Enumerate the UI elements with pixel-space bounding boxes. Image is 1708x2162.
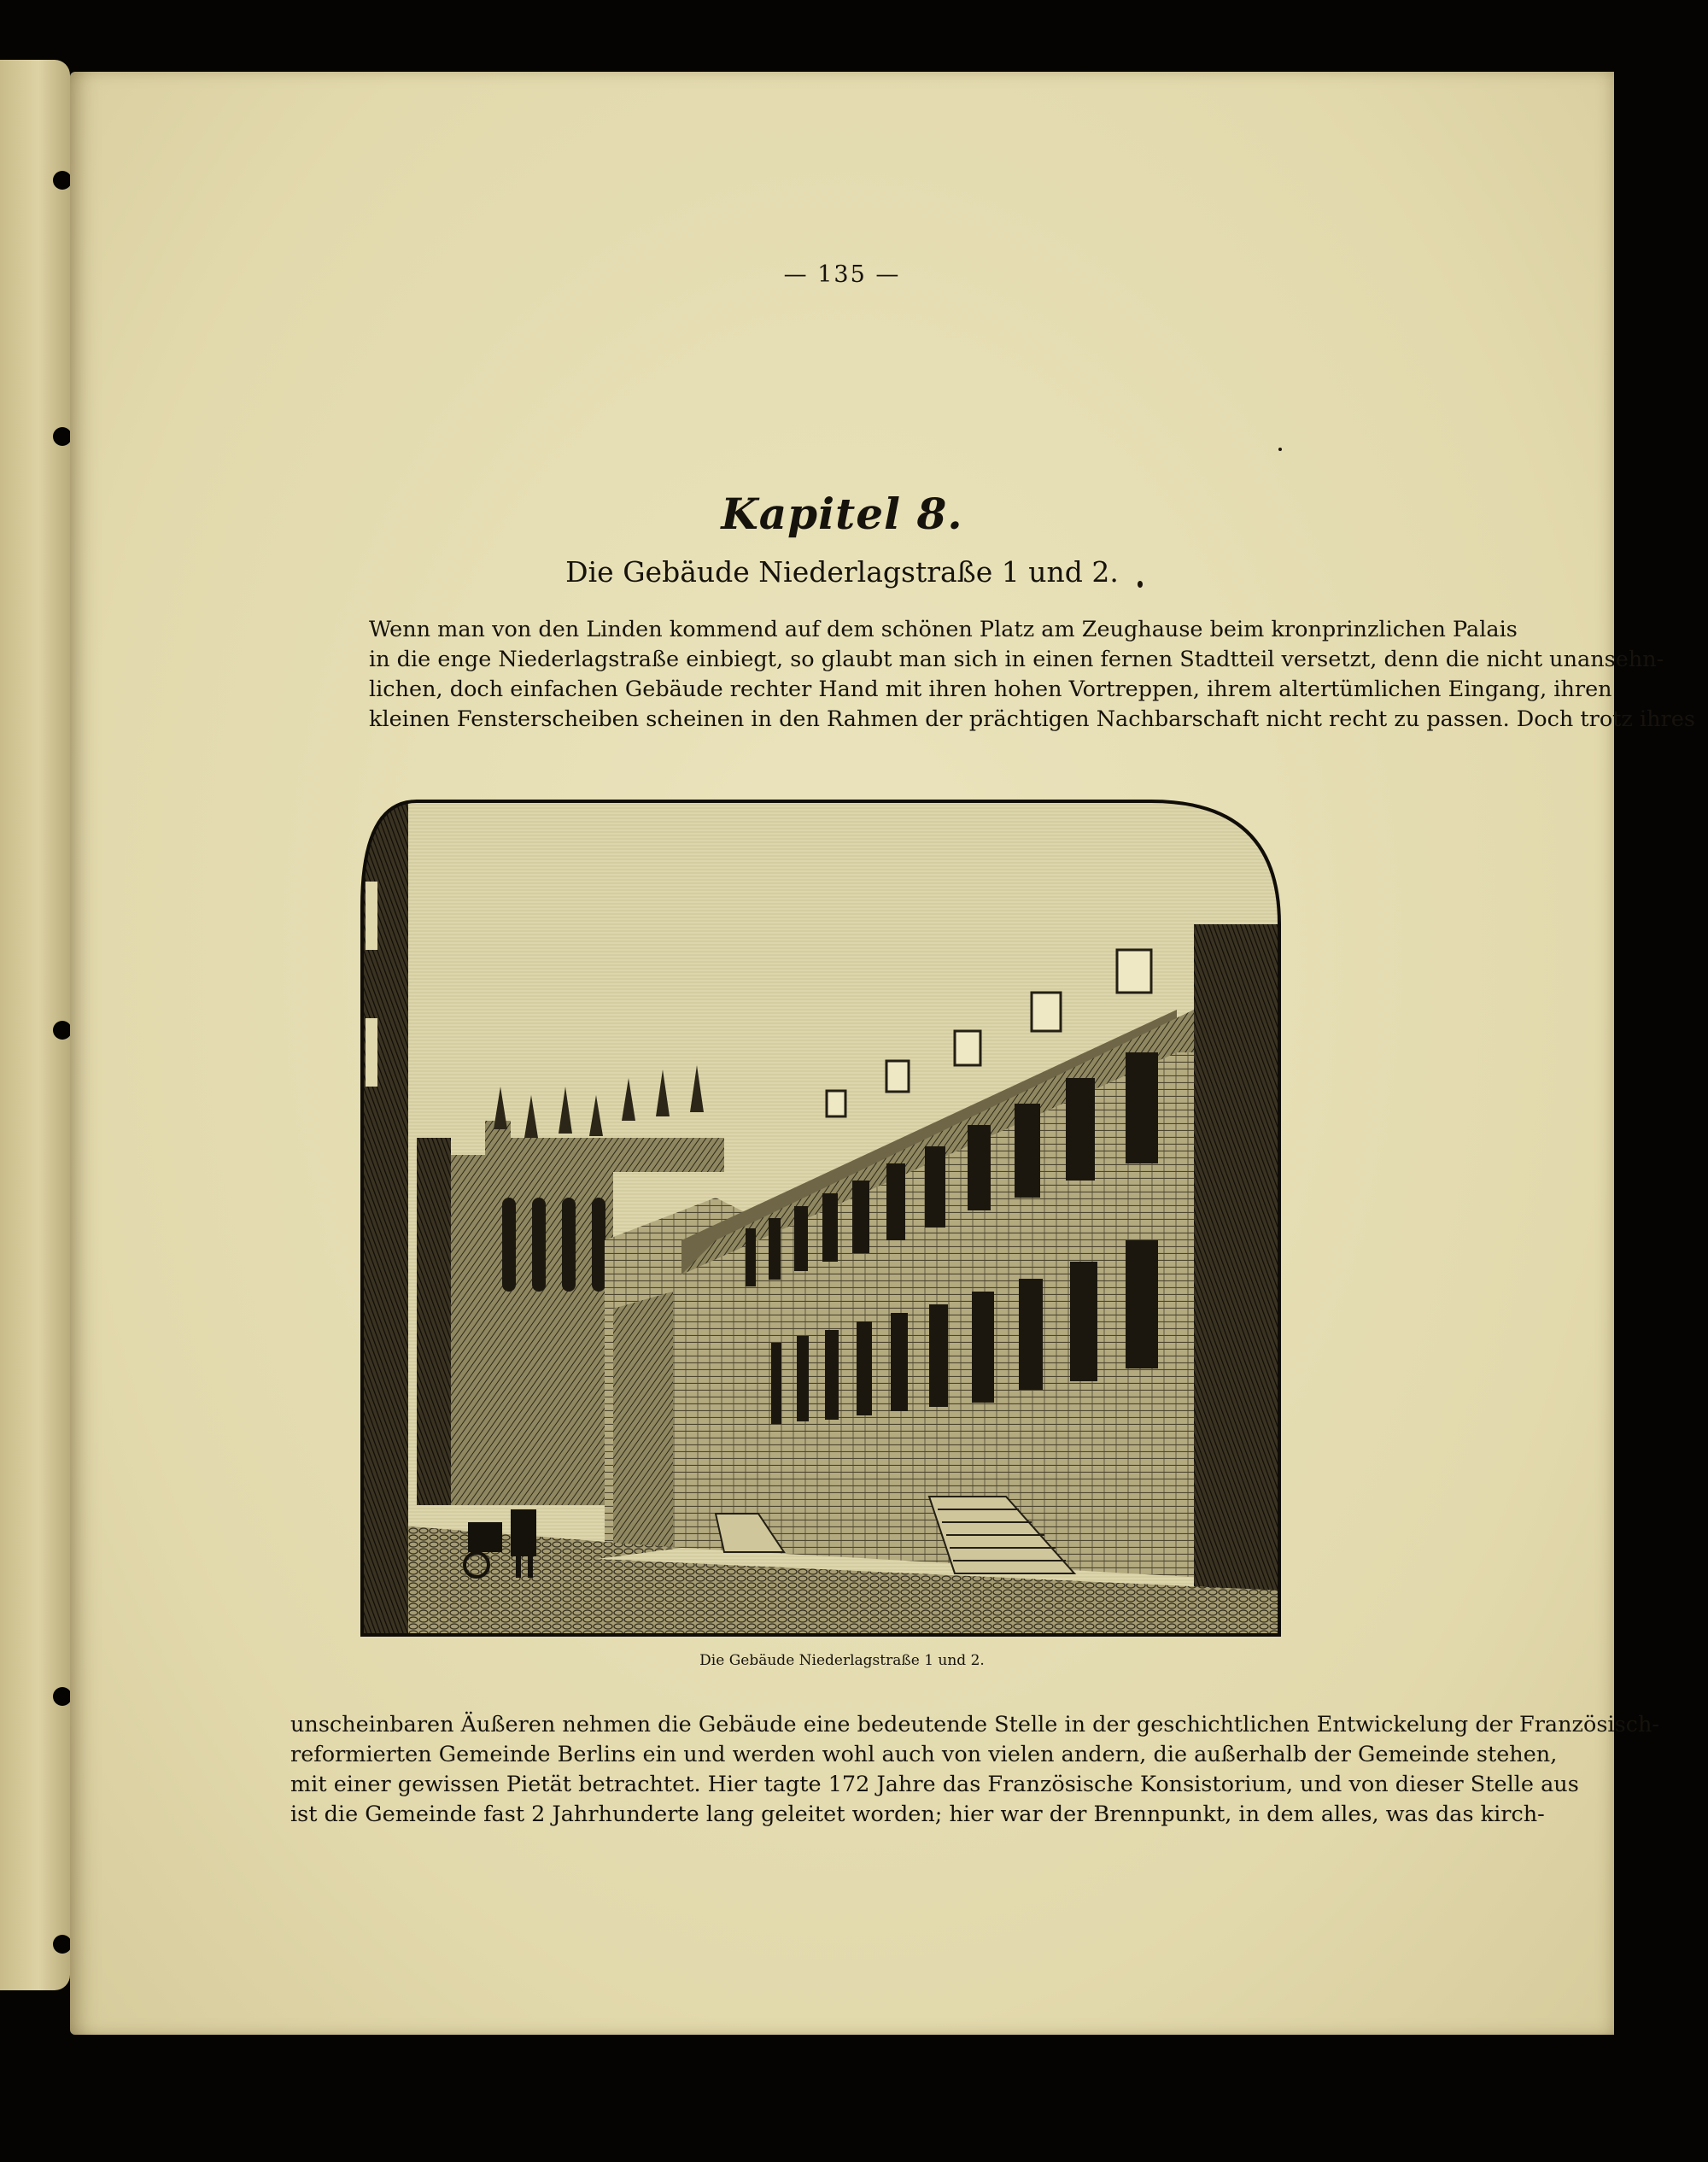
text-line: mit einer gewissen Pietät betrachtet. Hier tagte 172 Jahre das Französische Konsistorium, und von dieser Stelle aus <box>290 1772 1579 1797</box>
binding-hole <box>53 427 72 446</box>
chapter-subtitle: Die Gebäude Niederlagstraße 1 und 2. <box>565 555 1119 589</box>
paragraph-intro <box>290 615 1695 735</box>
text-line: ist die Gemeinde fast 2 Jahrhunderte lang geleitet worden; hier war der Brennpunkt, in dem alles, was das kirch- <box>290 1802 1545 1827</box>
text-line: lichen, doch einfachen Gebäude rechter Hand mit ihren hohen Vortreppen, ihrem altertümlichen Eingang, ihren <box>369 677 1612 702</box>
book-page <box>70 72 1695 2035</box>
text-line: in die enge Niederlagstraße einbiegt, so glaubt man sich in einen fernen Stadtteil versetzt, denn die nicht unansehn- <box>369 647 1664 672</box>
binding-hole <box>53 171 72 190</box>
ink-speck <box>1138 581 1143 588</box>
page-number: — 135 — <box>783 261 901 288</box>
street-engraving <box>357 796 1284 1640</box>
binding-hole <box>53 1935 72 1954</box>
paragraph-continued <box>290 1710 1659 1830</box>
chapter-title: Kapitel 8. <box>721 489 963 539</box>
ink-speck <box>1278 448 1282 451</box>
text-line: kleinen Fensterscheiben scheinen in den Rahmen der prächtigen Nachbarschaft nicht recht zu passen. Doch trotz ihres <box>369 706 1695 732</box>
figure-caption: Die Gebäude Niederlagstraße 1 und 2. <box>699 1652 985 1669</box>
binding-hole <box>53 1021 72 1040</box>
binding-hole <box>53 1687 72 1706</box>
text-line: reformierten Gemeinde Berlins ein und werden wohl auch von vielen andern, die außerhalb der Gemeinde stehen, <box>290 1742 1558 1767</box>
text-line: Wenn man von den Linden kommend auf dem schönen Platz am Zeughause beim kronprinzlichen Palais <box>369 617 1518 642</box>
text-line: unscheinbaren Äußeren nehmen die Gebäude eine bedeutende Stelle in der geschichtlichen Entwickelung der Französisch- <box>290 1712 1659 1737</box>
